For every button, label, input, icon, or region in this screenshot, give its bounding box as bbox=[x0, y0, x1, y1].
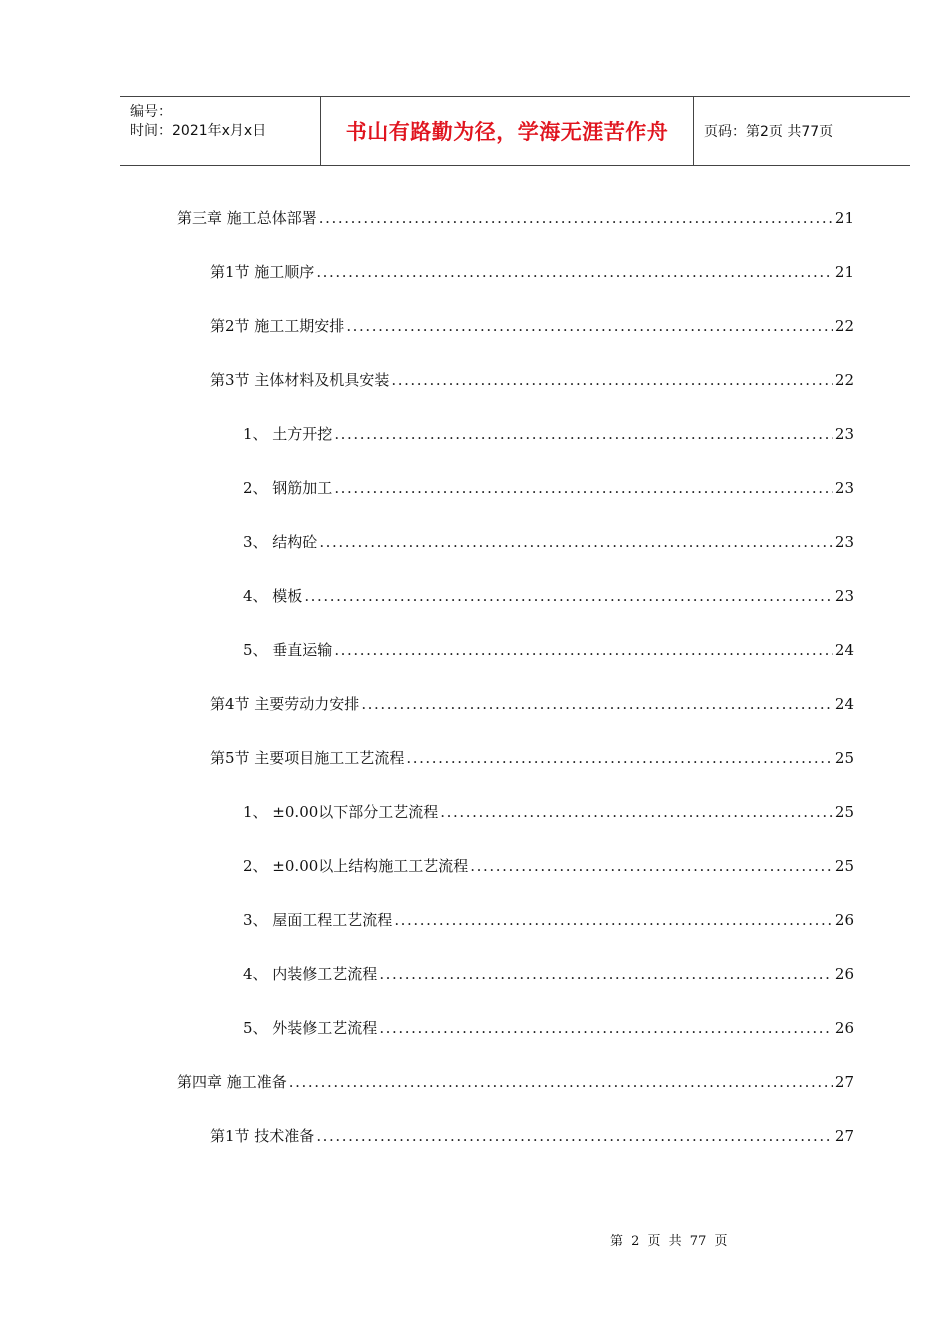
toc-entry-page: 24 bbox=[834, 695, 854, 713]
header-meta bbox=[120, 97, 321, 165]
toc-leader-dots bbox=[361, 695, 833, 713]
toc-entry-title: 第4节 主要劳动力安排 bbox=[210, 695, 360, 713]
toc-leader-dots bbox=[289, 1073, 833, 1091]
toc-entry-page: 23 bbox=[834, 425, 854, 443]
toc-entry-page: 23 bbox=[834, 533, 854, 551]
toc-entry-title: 4、 内装修工艺流程 bbox=[243, 965, 378, 983]
toc-entry[interactable] bbox=[177, 207, 854, 229]
toc-entry-page: 21 bbox=[834, 263, 854, 281]
header-page-info: 页码：第2页 共77页 bbox=[704, 124, 834, 140]
toc-entry-title: 第三章 施工总体部署 bbox=[177, 209, 317, 227]
toc-entry[interactable] bbox=[243, 639, 854, 661]
toc-leader-dots bbox=[316, 1127, 833, 1145]
toc-entry-page: 25 bbox=[834, 857, 854, 875]
toc-leader-dots bbox=[334, 479, 833, 497]
toc-entry[interactable] bbox=[243, 477, 854, 499]
toc-entry-page: 26 bbox=[834, 965, 854, 983]
toc-leader-dots bbox=[379, 965, 833, 983]
toc-entry-page: 27 bbox=[834, 1127, 854, 1145]
toc-entry-title: 2、 ±0.00以上结构施工工艺流程 bbox=[243, 857, 469, 875]
toc-leader-dots bbox=[316, 263, 833, 281]
document-date: 时间：2021年x月x日 bbox=[130, 123, 267, 139]
toc-leader-dots bbox=[334, 425, 833, 443]
toc-entry[interactable] bbox=[243, 963, 854, 985]
toc-leader-dots bbox=[304, 587, 833, 605]
toc-entry[interactable] bbox=[243, 423, 854, 445]
toc-leader-dots bbox=[346, 317, 833, 335]
toc-entry-title: 3、 结构砼 bbox=[243, 533, 318, 551]
toc-entry-page: 26 bbox=[834, 911, 854, 929]
toc-entry-title: 第5节 主要项目施工工艺流程 bbox=[210, 749, 405, 767]
toc-leader-dots bbox=[470, 857, 833, 875]
toc-leader-dots bbox=[440, 803, 833, 821]
toc-entry[interactable] bbox=[243, 585, 854, 607]
toc-entry[interactable] bbox=[210, 747, 854, 769]
toc-entry-title: 1、 土方开挖 bbox=[243, 425, 333, 443]
toc-entry-page: 22 bbox=[834, 317, 854, 335]
toc-entry-title: 2、 钢筋加工 bbox=[243, 479, 333, 497]
toc-entry-title: 4、 模板 bbox=[243, 587, 303, 605]
toc-entry[interactable] bbox=[210, 315, 854, 337]
toc-entry[interactable] bbox=[210, 369, 854, 391]
toc-leader-dots bbox=[319, 209, 833, 227]
page-footer: 第 2 页 共 77 页 bbox=[610, 1234, 728, 1249]
toc-entry-title: 第3节 主体材料及机具安装 bbox=[210, 371, 390, 389]
toc-entry[interactable] bbox=[243, 1017, 854, 1039]
toc-leader-dots bbox=[391, 371, 833, 389]
toc-entry-page: 23 bbox=[834, 479, 854, 497]
header-motto: 书山有路勤为径，学海无涯苦作舟 bbox=[321, 97, 694, 165]
toc-entry-page: 27 bbox=[834, 1073, 854, 1091]
toc-entry-title: 第2节 施工工期安排 bbox=[210, 317, 345, 335]
toc-entry-page: 25 bbox=[834, 749, 854, 767]
toc-entry-page: 21 bbox=[834, 209, 854, 227]
toc-entry-title: 第1节 施工顺序 bbox=[210, 263, 315, 281]
toc-entry[interactable] bbox=[210, 261, 854, 283]
toc-entry-page: 25 bbox=[834, 803, 854, 821]
page-header bbox=[120, 96, 910, 166]
toc-entry-page: 23 bbox=[834, 587, 854, 605]
toc-entry[interactable] bbox=[210, 1125, 854, 1147]
toc-entry-page: 26 bbox=[834, 1019, 854, 1037]
toc-entry[interactable] bbox=[243, 909, 854, 931]
toc-leader-dots bbox=[394, 911, 833, 929]
document-number-label: 编号： bbox=[130, 104, 172, 120]
toc-entry[interactable] bbox=[177, 1071, 854, 1093]
toc-entry[interactable] bbox=[243, 801, 854, 823]
toc-entry[interactable] bbox=[243, 855, 854, 877]
toc-entry-title: 第四章 施工准备 bbox=[177, 1073, 287, 1091]
toc-leader-dots bbox=[379, 1019, 833, 1037]
toc-entry-page: 22 bbox=[834, 371, 854, 389]
toc-entry-title: 第1节 技术准备 bbox=[210, 1127, 315, 1145]
toc-entry-page: 24 bbox=[834, 641, 854, 659]
toc-entry[interactable] bbox=[243, 531, 854, 553]
toc-entry[interactable] bbox=[210, 693, 854, 715]
toc-leader-dots bbox=[334, 641, 833, 659]
toc-entry-title: 3、 屋面工程工艺流程 bbox=[243, 911, 393, 929]
toc-entry-title: 5、 外装修工艺流程 bbox=[243, 1019, 378, 1037]
toc-leader-dots bbox=[406, 749, 833, 767]
toc-entry-title: 5、 垂直运输 bbox=[243, 641, 333, 659]
toc-entry-title: 1、 ±0.00以下部分工艺流程 bbox=[243, 803, 439, 821]
toc-leader-dots bbox=[319, 533, 833, 551]
